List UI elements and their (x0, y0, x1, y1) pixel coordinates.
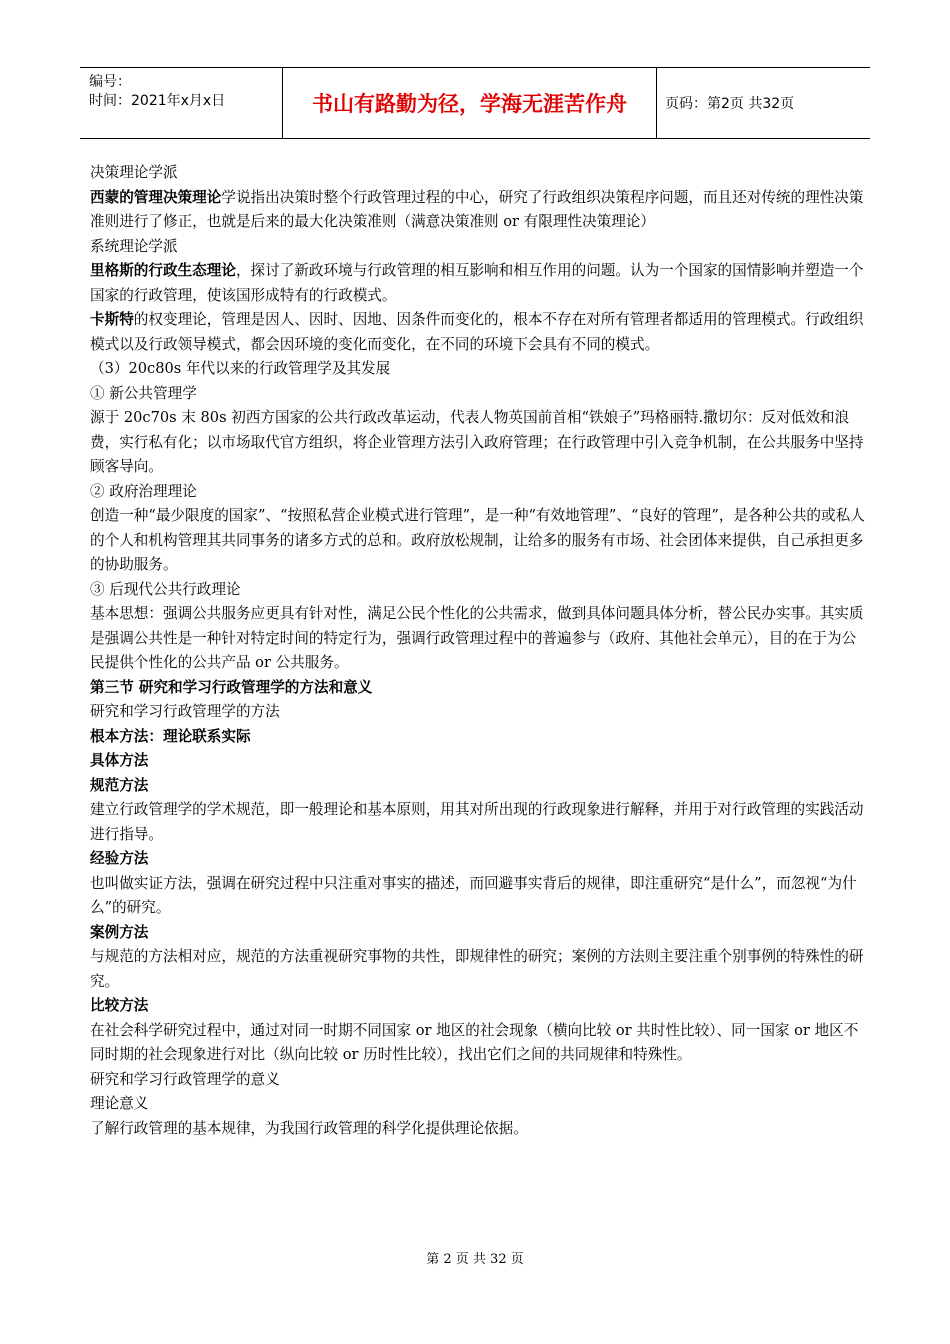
subsection-heading: （3）20c80s 年代以来的行政管理学及其发展 (90, 360, 391, 377)
paragraph: 了解行政管理的基本规律，为我国行政管理的科学化提供理论依据。 (90, 1119, 528, 1137)
document-number-label: 编号： (89, 74, 131, 90)
paragraph: 建立行政管理学的学术规范，即一般理论和基本原则，用其对所出现的行政现象进行解释，并用于对行政管理的实践活动进行指导。 (90, 801, 864, 843)
bold-heading: 规范方法 (90, 776, 149, 794)
list-heading: ③ 后现代公共行政理论 (90, 580, 241, 598)
document-date-label: 时间：2021年x月x日 (89, 93, 226, 109)
paragraph (90, 186, 865, 235)
header-meta (80, 68, 283, 138)
paragraph: 源于 20c70s 末 80s 初西方国家的公共行政改革运动，代表人物英国前首相“铁娘子”玛格丽特.撒切尔：反对低效和浪费，实行私有化；以市场取代官方组织，将企业管理方法引入政府管理；在行政管理中引入竞争机制，在公共服务中坚持顾客导向。 (90, 409, 864, 475)
paragraph (90, 259, 865, 308)
bold-term: 西蒙的管理决策理论 (90, 188, 222, 206)
bold-heading: 具体方法 (90, 752, 149, 769)
bold-term: 里格斯的行政生态理论 (90, 262, 236, 279)
bold-heading: 根本方法：理论联系实际 (90, 727, 251, 745)
document-body (90, 161, 865, 1141)
section-heading: 系统理论学派 (90, 237, 178, 255)
bold-heading: 案例方法 (90, 923, 149, 941)
header-motto: 书山有路勤为径，学海无涯苦作舟 (283, 68, 657, 138)
list-heading: ② 政府治理理论 (90, 482, 197, 500)
section-heading: 决策理论学派 (90, 164, 178, 181)
section-heading: 理论意义 (90, 1095, 149, 1112)
list-heading: ① 新公共管理学 (90, 384, 197, 402)
paragraph: 与规范的方法相对应，规范的方法重视研究事物的共性，即规律性的研究；案例的方法则主要注重个别事例的特殊性的研究。 (90, 948, 864, 990)
paragraph-text: 学说指出决策时整个行政管理过程的中心，研究了行政组织决策程序问题，而且还对传统的理性决策准则进行了修正，也就是后来的最大化决策准则（满意决策准则 or 有限理性决策理论） (90, 188, 864, 230)
bold-term: 卡斯特 (90, 311, 134, 328)
page-header (80, 67, 870, 139)
paragraph: 创造一种“最少限度的国家”、“按照私营企业模式进行管理”，是一种“有效地管理”、“良好的管理”，是各种公共的或私人的个人和机构管理其共同事务的诸多方式的总和。政府放松规制，让给多的服务有市场、社会团体来提供，自己承担更多的协助服务。 (90, 507, 865, 573)
paragraph-text: 的权变理论，管理是因人、因时、因地、因条件而变化的，根本不存在对所有管理者都适用的管理模式。行政组织模式以及行政领导模式，都会因环境的变化而变化，在不同的环境下会具有不同的模式。 (90, 311, 864, 353)
paragraph-text: ，探讨了新政环境与行政管理的相互影响和相互作用的问题。认为一个国家的国情影响并塑造一个国家的行政管理，使该国形成特有的行政模式。 (90, 262, 864, 304)
chapter-section-title: 第三节 研究和学习行政管理学的方法和意义 (90, 678, 373, 696)
paragraph: 也叫做实证方法，强调在研究过程中只注重对事实的描述，而回避事实背后的规律，即注重研究“是什么”，而忽视“为什么”的研究。 (90, 874, 857, 916)
paragraph: 基本思想：强调公共服务应更具有针对性，满足公民个性化的公共需求，做到具体问题具体分析，替公民办实事。其实质是强调公共性是一种针对特定时间的特定行为，强调行政管理过程中的普遍参与（政府、其他社会单元），目的在于为公民提供个性化的公共产品 or 公共服务。 (90, 605, 864, 671)
paragraph (90, 308, 865, 357)
section-heading: 研究和学习行政管理学的意义 (90, 1070, 280, 1088)
header-page-label: 页码：第2页 共32页 (665, 96, 795, 112)
paragraph: 在社会科学研究过程中，通过对同一时期不同国家 or 地区的社会现象（横向比较 or 共时性比较）、同一国家 or 地区不同时期的社会现象进行对比（纵向比较 or 历时性比较），找出它们之间的共同规律和特殊性。 (90, 1021, 859, 1063)
section-heading: 研究和学习行政管理学的方法 (90, 703, 280, 720)
page-footer: 第 2 页 共 32 页 (426, 1252, 524, 1267)
bold-heading: 比较方法 (90, 997, 149, 1014)
bold-heading: 经验方法 (90, 850, 149, 867)
